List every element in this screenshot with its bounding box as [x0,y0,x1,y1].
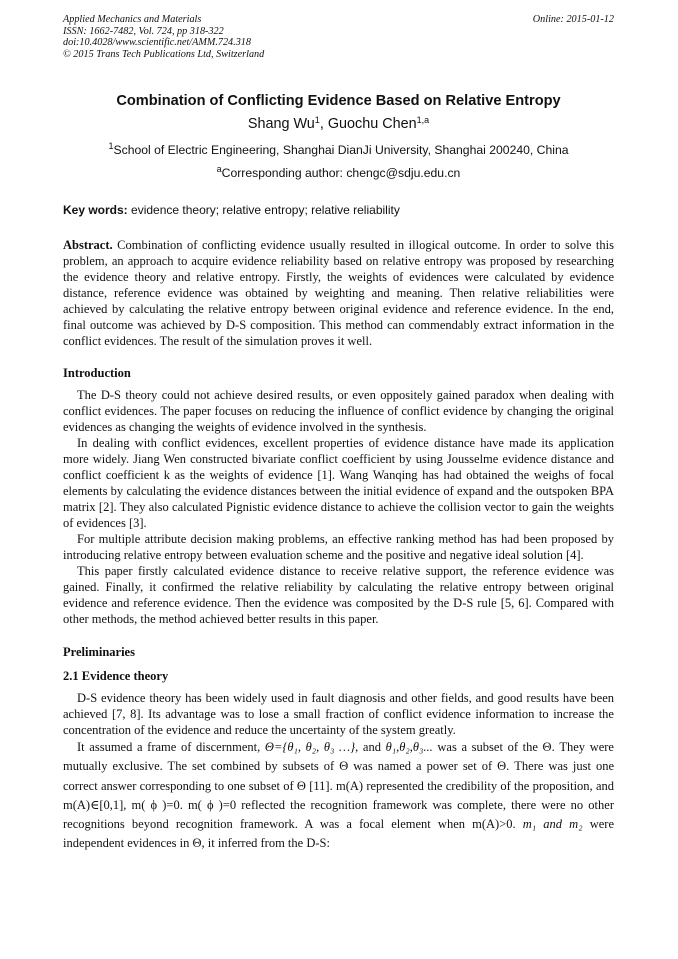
author-name: Shang Wu [247,116,315,132]
subset-formula: θ₁,θ₂,θ₃... [385,740,433,754]
section-heading-preliminaries: Preliminaries [63,645,135,659]
subsection-heading-evidence-theory: 2.1 Evidence theory [63,669,169,683]
abstract-text: Combination of conflicting evidence usually resulted in illogical outcome. In order to solve this problem, an approach to acquire evidence reliability based on relative entropy was proposed by researching the evidence theory and relative entropy. Firstly, the weights of evidences were calculated by evidence distance, reference evidence was obtained by weighting and meaning. Then relative reliabilities were achieved by calculating the relative entropy between original evidence and reference evidence. In the end, final outcome was achieved by D-S composition. This method can commendably extract information in the conflict evidences. The result of the simulation proves it well. [63,238,614,348]
doi-line: doi:10.4028/www.scientific.net/AMM.724.318 [63,37,251,48]
affiliation-mark: 1 [108,141,114,151]
mass-functions-formula: m₁ and m₂ [522,817,583,832]
corresponding-author [63,165,614,182]
online-date: Online: 2015-01-12 [532,14,614,25]
affiliation-text: School of Electric Engineering, Shanghai DianJi University, Shanghai 200240, China [113,143,569,157]
evidence-paragraph: D-S evidence theory has been widely used in fault diagnosis and other fields, and good results have been achieved [7, 8]. Its advantage was to lose a small fraction of conflict evidence information to increase the concentration of the evidence and reduce the uncertainty of the system greatly. [63,691,614,737]
copyright-line: © 2015 Trans Tech Publications Ltd, Switzerland [63,48,265,60]
text-run: It assumed a frame of discernment, [77,740,265,754]
intro-paragraph: The D-S theory could not achieve desired results, or even oppositely gained paradox when dealing with conflict evidences. The paper focuses on reducing the influence of conflict evidence by changing the original evidences as changing the weights of evidence involved in the synthesis. [63,388,614,434]
evidence-paragraph-frame [63,738,614,854]
text-run: was a subset of the Θ. They were mutually exclusive. The set combined by subsets of Θ was named a power set of Θ. There was just one correct answer corresponding to one subset of Θ [11]. m(A) represented the credibility of the proposition, and m(A)∈[0,1], m( ϕ )=0. m( ϕ )=0 reflected the recognition framework was complete, there were no other recognitions beyond recognition framework. A was a focal element when m(A)>0. [63,740,614,832]
author-name: Guochu Chen [327,116,417,132]
frame-of-discernment-formula: Θ={θ₁, θ₂, θ₃ …} [264,740,356,754]
author-list [63,114,614,134]
author-affil-mark: 1,a [416,115,430,125]
text-run: , and [355,740,386,754]
journal-header [63,14,614,64]
text-run: were independent evidences in Θ, it inferred from the D-S: [63,817,614,851]
issn-line: ISSN: 1662-7482, Vol. 724, pp 318-322 [63,25,224,37]
intro-paragraph: This paper firstly calculated evidence distance to receive relative support, the reference evidence was gained. Finally, it confirmed the relative reliability by calculating the relative entropy between original evidence and reference evidence. Then the evidence was composited by the D-S rule [5, 6]. Compared with other methods, the method achieved better results in this paper. [63,564,614,626]
paper-page [63,14,614,854]
section-heading-introduction: Introduction [63,366,131,380]
affiliation [63,142,614,159]
corresponding-author-text: Corresponding author: chengc@sdju.edu.cn [221,166,461,180]
intro-paragraph: For multiple attribute decision making problems, an effective ranking method has had been proposed by introducing relative entropy between evaluation scheme and the positive and negative ideal solution [4]. [63,532,614,562]
journal-name: Applied Mechanics and Materials [63,14,202,25]
abstract-label: Abstract. [63,238,113,252]
keywords-text: evidence theory; relative entropy; relative reliability [127,203,400,217]
keywords-label: Key words: [63,203,128,217]
affiliation-mark: a [216,164,222,174]
intro-paragraph: In dealing with conflict evidences, excellent properties of evidence distance have made its application more widely. Jiang Wen constructed bivariate conflict coefficient by using Jousselme evidence distance and conflict coefficient k as the weights of evidence [1]. Wang Wanqing has had obtained the weighs of focal elements by calculating the evidence distances between the initial evidence of expand and the outspoken BPA matrix [2]. They also calculated Pignistic evidence distance to achieve the collision vector to gain the weights of evidences [3]. [63,436,614,530]
keywords [63,202,614,218]
abstract [63,237,614,349]
paper-title: Combination of Conflicting Evidence Based on Relative Entropy [116,93,561,109]
author-separator: , [319,116,328,132]
author-affil-mark: 1 [314,115,320,125]
